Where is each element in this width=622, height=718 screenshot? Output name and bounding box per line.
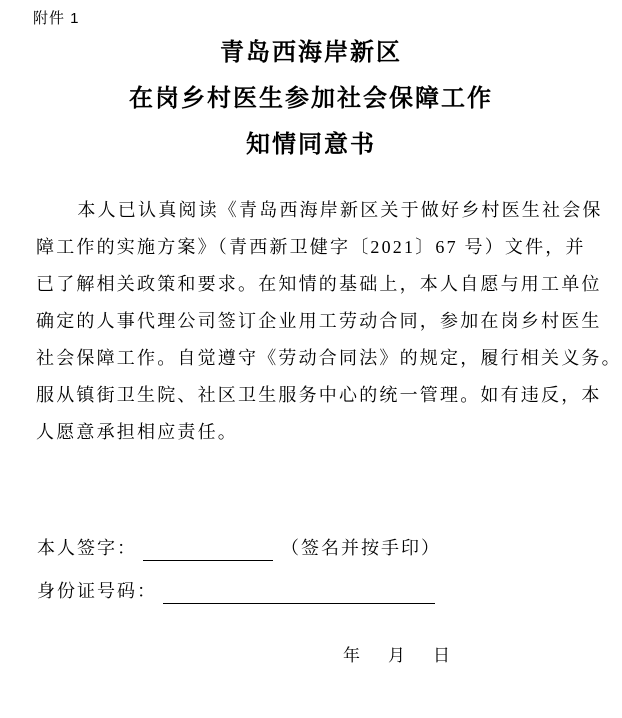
date-line [343,641,451,666]
body-line: 确定的人事代理公司签订企业用工劳动合同，参加在岗乡村医生 [36,311,602,331]
signature-label: 本人签字： [37,538,137,558]
id-number-blank-field[interactable] [163,579,435,604]
body-line: 本人已认真阅读《青岛西海岸新区关于做好乡村医生社会保 [77,200,603,220]
date-month-label: 月 [388,646,406,665]
body-line: 服从镇街卫生院、社区卫生服务中心的统一管理。如有违反，本 [36,385,602,405]
document-title [0,30,622,168]
title-line-subject: 在岗乡村医生参加社会保障工作 [129,86,493,112]
body-paragraph [36,192,622,451]
date-year-label: 年 [343,646,361,665]
signature-section [37,518,597,604]
signature-row [37,518,597,561]
body-line: 社会保障工作。自觉遵守《劳动合同法》的规定，履行相关义务。 [36,348,622,368]
title-line-doctype: 知情同意书 [246,132,376,158]
signature-note: （签名并按手印） [281,538,441,558]
body-line: 已了解相关政策和要求。在知情的基础上，本人自愿与用工单位 [36,274,602,294]
id-number-row [37,561,597,604]
date-day-label: 日 [433,646,451,665]
signature-blank-field[interactable] [143,536,273,561]
attachment-label: 附件 1 [33,10,80,27]
id-number-label: 身份证号码： [37,581,157,601]
body-line: 障工作的实施方案》（青西新卫健字〔2021〕67 号）文件，并 [36,237,586,257]
body-line: 人愿意承担相应责任。 [36,422,238,442]
title-line-region: 青岛西海岸新区 [220,40,402,66]
